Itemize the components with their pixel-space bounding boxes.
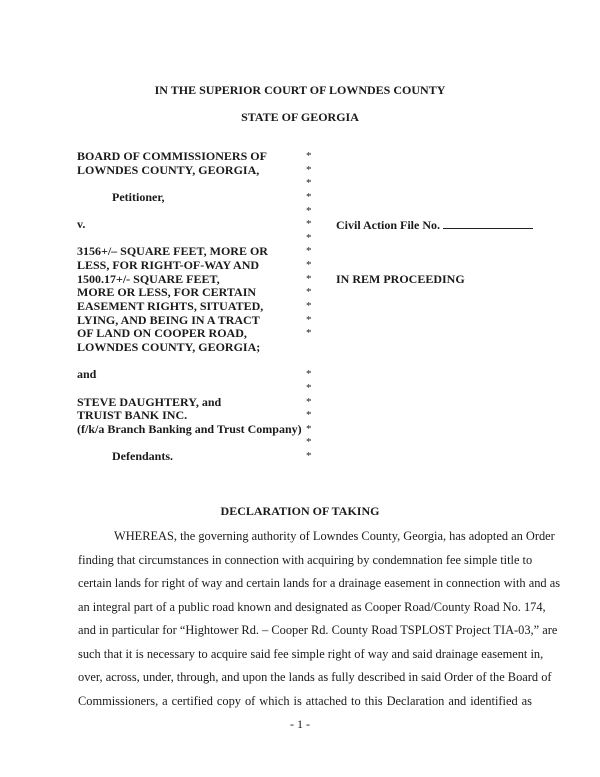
caption-row xyxy=(0,150,600,164)
caption-separator-star: * xyxy=(306,272,312,285)
caption-row xyxy=(0,396,600,410)
caption-row xyxy=(0,450,600,464)
caption-row xyxy=(0,382,600,396)
caption-separator-star: * xyxy=(306,300,312,313)
caption-separator-star: * xyxy=(306,313,312,326)
caption-row xyxy=(0,164,600,178)
in-rem-label xyxy=(336,273,465,287)
declaration-title: DECLARATION OF TAKING xyxy=(220,504,380,518)
caption-party-text: MORE OR LESS, FOR CERTAIN xyxy=(77,285,257,300)
caption-party-text: Defendants. xyxy=(112,449,174,464)
body-line: over, across, under, through, and upon the lands as fully described in said Order of the Board of xyxy=(78,670,552,684)
case-caption xyxy=(0,150,600,464)
caption-separator-star: * xyxy=(306,409,312,422)
caption-party-text: (f/k/a Branch Banking and Trust Company) xyxy=(77,421,302,436)
body-line: an integral part of a public road known and designated as Cooper Road/County Road No. 174, xyxy=(78,599,546,614)
caption-party-text: OF LAND ON COOPER ROAD, xyxy=(77,326,247,341)
caption-separator-star: * xyxy=(306,395,312,408)
caption-row xyxy=(0,327,600,341)
caption-separator-star: * xyxy=(306,259,312,272)
caption-row xyxy=(0,218,600,232)
caption-row xyxy=(0,436,600,450)
caption-row xyxy=(0,245,600,259)
caption-row xyxy=(0,341,600,355)
body-line: and in particular for “Hightower Rd. – Cooper Rd. County Road TSPLOST Project TIA-03,” are xyxy=(78,623,558,637)
caption-right-text: Civil Action File No. xyxy=(336,218,440,233)
caption-separator-star: * xyxy=(306,177,312,190)
body-line: such that it is necessary to acquire said fee simple right of way and said drainage easement in, xyxy=(78,646,544,661)
page-number: - 1 - xyxy=(290,717,310,731)
caption-row xyxy=(0,205,600,219)
body-line: certain lands for right of way and certain lands for a drainage easement in connection with and as xyxy=(78,576,561,590)
caption-party-text: LESS, FOR RIGHT-OF-WAY AND xyxy=(77,258,260,273)
caption-separator-star: * xyxy=(306,245,312,258)
caption-party-text: BOARD OF COMMISSIONERS OF xyxy=(77,149,267,163)
state-heading: STATE OF GEORGIA xyxy=(241,110,359,124)
declaration-body xyxy=(78,527,561,715)
body-line: Commissioners, a certified copy of which is attached to this Declaration and identified as xyxy=(78,693,532,708)
caption-row xyxy=(0,355,600,369)
caption-separator-star: * xyxy=(306,436,312,449)
caption-row xyxy=(0,177,600,191)
caption-party-text: TRUIST BANK INC. xyxy=(77,408,188,423)
caption-row xyxy=(0,273,600,287)
caption-party-text: and xyxy=(77,367,97,382)
caption-row xyxy=(0,368,600,382)
caption-party-text: v. xyxy=(77,217,86,232)
caption-separator-star: * xyxy=(306,150,312,162)
caption-row xyxy=(0,259,600,273)
caption-separator-star: * xyxy=(306,422,312,435)
caption-right-text: IN REM PROCEEDING xyxy=(336,271,465,286)
caption-separator-star: * xyxy=(306,231,312,244)
caption-row xyxy=(0,286,600,300)
caption-party-text: 3156+/– SQUARE FEET, MORE OR xyxy=(77,244,268,259)
caption-row xyxy=(0,423,600,437)
body-line: finding that circumstances in connection with acquiring by condemnation fee simple title to xyxy=(78,552,533,567)
caption-party-text: LYING, AND BEING IN A TRACT xyxy=(77,312,260,327)
caption-separator-star: * xyxy=(306,450,312,463)
body-line: WHEREAS, the governing authority of Lowndes County, Georgia, has adopted an Order xyxy=(114,529,555,543)
caption-row xyxy=(0,314,600,328)
caption-row xyxy=(0,232,600,246)
caption-row xyxy=(0,191,600,205)
caption-party-text: EASEMENT RIGHTS, SITUATED, xyxy=(77,299,264,314)
civil-action-label xyxy=(336,218,533,233)
caption-separator-star: * xyxy=(306,163,312,176)
court-heading: IN THE SUPERIOR COURT OF LOWNDES COUNTY xyxy=(154,83,446,97)
caption-party-text: LOWNDES COUNTY, GEORGIA; xyxy=(77,339,261,354)
caption-party-text: LOWNDES COUNTY, GEORGIA, xyxy=(77,162,260,177)
caption-row xyxy=(0,409,600,423)
caption-party-text: Petitioner, xyxy=(112,189,165,204)
caption-row xyxy=(0,300,600,314)
file-number-blank xyxy=(443,218,533,229)
caption-separator-star: * xyxy=(306,286,312,299)
caption-party-text: STEVE DAUGHTERY, and xyxy=(77,394,222,409)
caption-separator-star: * xyxy=(306,204,312,217)
caption-separator-star: * xyxy=(306,190,312,203)
caption-separator-star: * xyxy=(306,368,312,381)
caption-separator-star: * xyxy=(306,218,312,231)
caption-party-text: 1500.17+/- SQUARE FEET, xyxy=(77,271,220,286)
caption-separator-star: * xyxy=(306,381,312,394)
caption-separator-star: * xyxy=(306,327,312,340)
